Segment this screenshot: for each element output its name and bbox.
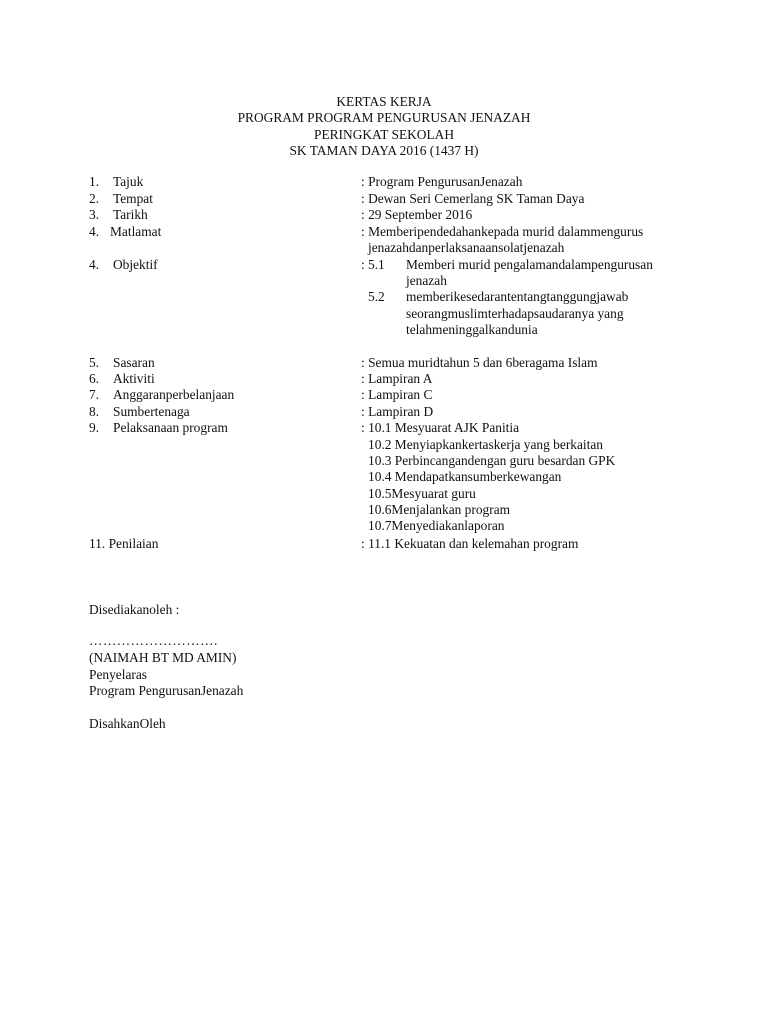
item-number: 3. <box>89 207 100 222</box>
item-colon-objektif: : <box>361 257 365 272</box>
item-value-pelaksanaan: : 10.1 Mesyuarat AJK Panitia <box>361 420 520 435</box>
item-value-matlamat: : Memberipendedahankepada murid dalammengurus <box>361 224 644 239</box>
item-number: 1. <box>89 174 100 189</box>
item-label-pelaksanaan: Pelaksanaan program <box>113 420 228 435</box>
item-label-penilaian: 11. Penilaian <box>89 536 159 551</box>
item-value-sumbertenaga: : Lampiran D <box>361 404 434 419</box>
item-value-penilaian: : 11.1 Kekuatan dan kelemahan program <box>361 536 579 551</box>
item-number: 4. <box>89 224 100 239</box>
item-label-tarikh: Tarikh <box>113 207 148 222</box>
objektif-text: seorangmuslimterhadapsaudaranya yang <box>406 306 624 321</box>
pelaksanaan-step: 10.6Menjalankan program <box>368 502 511 517</box>
item-label-matlamat: Matlamat <box>110 224 162 239</box>
item-value-tajuk: : Program PengurusanJenazah <box>361 174 523 189</box>
item-number: 8. <box>89 404 100 419</box>
item-value-aktiviti: : Lampiran A <box>361 371 433 386</box>
document-title <box>0 94 768 160</box>
signature-line: ………………………. <box>89 633 218 648</box>
title-line-3: PERINGKAT SEKOLAH <box>314 126 454 142</box>
item-label-objektif: Objektif <box>113 257 158 272</box>
item-label-tempat: Tempat <box>113 191 153 206</box>
objektif-text: Memberi murid pengalamandalampengurusan <box>406 257 653 272</box>
item-label-tajuk: Tajuk <box>113 174 144 189</box>
item-value-sasaran: : Semua muridtahun 5 dan 6beragama Islam <box>361 355 598 370</box>
pelaksanaan-step: 10.2 Menyiapkankertaskerja yang berkaitan <box>368 437 603 452</box>
item-number: 6. <box>89 371 100 386</box>
item-label-sumbertenaga: Sumbertenaga <box>113 404 190 419</box>
pelaksanaan-step: 10.4 Mendapatkansumberkewangan <box>368 469 562 484</box>
item-label-anggaran: Anggaranperbelanjaan <box>113 387 235 402</box>
pelaksanaan-step: 10.5Mesyuarat guru <box>368 486 476 501</box>
signatory-name: (NAIMAH BT MD AMIN) <box>89 650 237 665</box>
title-line-1: KERTAS KERJA <box>336 94 432 109</box>
item-label-aktiviti: Aktiviti <box>113 371 155 386</box>
item-value-tarikh: : 29 September 2016 <box>361 207 473 222</box>
pelaksanaan-step: 10.7Menyediakanlaporan <box>368 518 505 533</box>
item-number: 5. <box>89 355 100 370</box>
item-number: 4. <box>89 257 100 272</box>
objektif-number: 5.2 <box>368 289 385 304</box>
item-number: 2. <box>89 191 100 206</box>
pelaksanaan-step: 10.3 Perbincangandengan guru besardan GPK <box>368 453 616 468</box>
approved-by-label: DisahkanOleh <box>89 716 166 731</box>
objektif-text: memberikesedarantentangtanggungjawab <box>406 289 629 304</box>
objektif-number: 5.1 <box>368 257 385 272</box>
item-value-matlamat-cont: jenazahdanperlaksanaansolatjenazah <box>368 240 565 255</box>
signatory-role: Penyelaras <box>89 667 148 682</box>
title-line-2: PROGRAM PROGRAM PENGURUSAN JENAZAH <box>237 110 531 126</box>
item-label-sasaran: Sasaran <box>113 355 155 370</box>
item-number: 9. <box>89 420 100 435</box>
signatory-program: Program PengurusanJenazah <box>89 683 244 698</box>
item-value-anggaran: : Lampiran C <box>361 387 433 402</box>
prepared-by-label: Disediakanoleh : <box>89 602 180 617</box>
title-line-4: SK TAMAN DAYA 2016 (1437 H) <box>289 143 479 159</box>
item-value-tempat: : Dewan Seri Cemerlang SK Taman Daya <box>361 191 585 206</box>
item-number: 7. <box>89 387 100 402</box>
objektif-text: telahmeninggalkandunia <box>406 322 538 337</box>
objektif-text: jenazah <box>406 273 447 288</box>
